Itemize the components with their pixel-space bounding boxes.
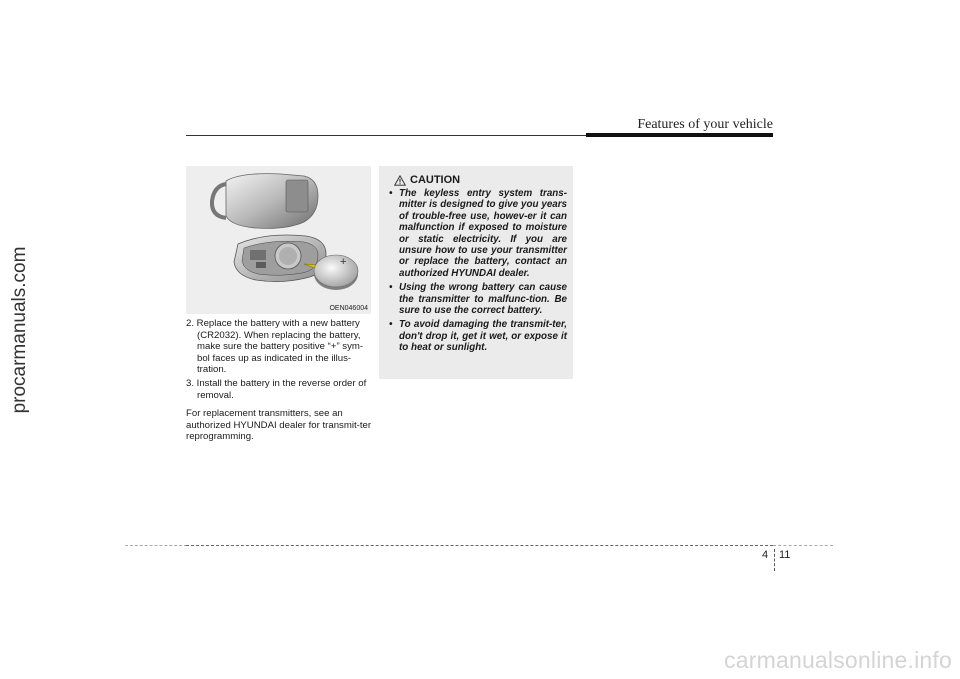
header-rule-accent — [586, 133, 773, 137]
page-number: 11 — [779, 549, 791, 561]
fob-cover — [212, 174, 318, 229]
fob-housing — [234, 235, 326, 282]
caution-header — [394, 174, 567, 186]
step-3: 3. Install the battery in the reverse order of removal. — [186, 377, 367, 401]
caution-item — [386, 188, 567, 279]
bullet: • — [389, 188, 393, 199]
caution-item-text: Using the wrong battery can cause the transmitter to malfunc-tion. Be sure to use the correct battery. — [399, 282, 567, 317]
side-watermark — [2, 200, 38, 460]
page-number-divider — [774, 549, 775, 571]
chapter-number: 4 — [762, 549, 769, 561]
footer-rule-right — [773, 545, 833, 546]
caution-item — [386, 319, 567, 353]
footer-rule — [186, 545, 773, 546]
bullet: • — [389, 319, 393, 331]
section-title: Features of your vehicle — [637, 117, 773, 132]
caution-list — [386, 188, 567, 354]
bullet: • — [389, 282, 393, 294]
figure-code: OEN046004 — [329, 305, 368, 312]
battery-plus-symbol: + — [340, 256, 347, 268]
caution-title: CAUTION — [410, 174, 461, 186]
caution-box — [379, 166, 573, 379]
battery-replacement-figure — [186, 166, 371, 314]
key-fob-illustration — [186, 166, 371, 314]
coin-battery — [314, 255, 358, 290]
caution-item — [386, 282, 567, 316]
side-watermark-text: procarmanuals.com — [9, 246, 30, 414]
bottom-watermark: carmanualsonline.info — [724, 647, 952, 673]
instructions — [186, 318, 373, 443]
caution-item-text: The keyless entry system trans-mitter is designed to give you years of trouble-free use, howev-er it can malfunction if exposed to moisture or static electricity. If you are unsure how to use your transmitter or replace the battery, contact an authorized HYUNDAI dealer. — [399, 188, 567, 279]
step-2: 2. Replace the battery with a new battery (CR2032). When replacing the battery, make sure the battery positive “+” sym-bol faces up as indicated in the illus-tration. — [186, 318, 364, 376]
warning-triangle-icon — [394, 175, 406, 186]
footer-rule-left — [125, 545, 187, 546]
replacement-note: For replacement transmitters, see an authorized HYUNDAI dealer for transmit-ter reprogramming. — [186, 408, 372, 443]
caution-item-text: To avoid damaging the transmit-ter, don't drop it, get it wet, or expose it to heat or sunlight. — [399, 319, 567, 354]
